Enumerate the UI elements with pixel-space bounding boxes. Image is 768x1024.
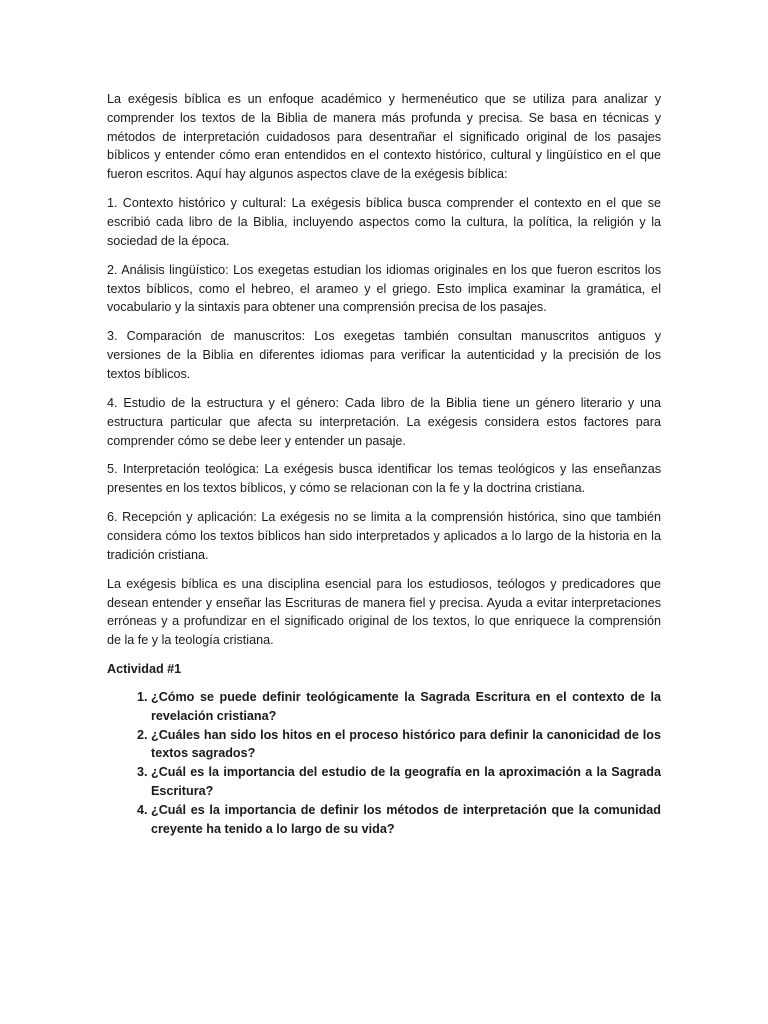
- aspect-paragraph-6: 6. Recepción y aplicación: La exégesis no se limita a la comprensión histórica, sino que también considera cómo los textos bíblicos han sido interpretados y aplicados a lo largo de la historia en la tradición cristiana.: [107, 510, 661, 562]
- aspect-paragraph-2: 2. Análisis lingüístico: Los exegetas estudian los idiomas originales en los que fueron escritos los textos bíblicos, como el hebreo, el arameo y el griego. Esto implica examinar la gramática, el vocabulario y la sintaxis para obtener una comprensión precisa de los pasajes.: [107, 262, 661, 315]
- activity-question-2: 2. ¿Cuáles han sido los hitos en el proceso histórico para definir la canonicidad de los textos sagrados?: [151, 726, 661, 764]
- activity-question-3: 3. ¿Cuál es la importancia del estudio de la geografía en la aproximación a la Sagrada Escritura?: [151, 763, 661, 801]
- aspect-paragraph-5: 5. Interpretación teológica: La exégesis busca identificar los temas teológicos y las enseñanzas presentes en los textos bíblicos, y cómo se relacionan con la fe y la doctrina cristiana.: [107, 462, 661, 496]
- activity-question-1: 1. ¿Cómo se puede definir teológicamente la Sagrada Escritura en el contexto de la revelación cristiana?: [151, 688, 661, 726]
- document-page: [107, 90, 661, 838]
- activity-heading: Actividad #1: [107, 662, 182, 677]
- activity-question-4: 4. ¿Cuál es la importancia de definir los métodos de interpretación que la comunidad creyente ha tenido a lo largo de su vida?: [151, 801, 661, 839]
- aspect-paragraph-4: 4. Estudio de la estructura y el género: Cada libro de la Biblia tiene un género literario y una estructura particular que afecta su interpretación. La exégesis considera estos factores para comprender cómo se debe leer y entender un pasaje.: [107, 395, 661, 448]
- aspect-paragraph-1: 1. Contexto histórico y cultural: La exégesis bíblica busca comprender el contexto en el que se escribió cada libro de la Biblia, incluyendo aspectos como la cultura, la política, la religión y la sociedad de la época.: [107, 196, 661, 248]
- aspect-paragraph-3: 3. Comparación de manuscritos: Los exegetas también consultan manuscritos antiguos y versiones de la Biblia en diferentes idiomas para verificar la autenticidad y la precisión de los textos bíblicos.: [107, 329, 661, 381]
- conclusion-paragraph: La exégesis bíblica es una disciplina esencial para los estudiosos, teólogos y predicadores que desean entender y enseñar las Escrituras de manera fiel y precisa. Ayuda a evitar interpretaciones erróneas y a profundizar en el significado original de los textos, lo que enriquece la comprensión de la fe y la teología cristiana.: [107, 576, 661, 648]
- activity-question-list: [107, 688, 661, 838]
- intro-paragraph: La exégesis bíblica es un enfoque académico y hermenéutico que se utiliza para analizar y comprender los textos de la Biblia de manera más profunda y precisa. Se basa en técnicas y métodos de interpretación cuidadosos para desentrañar el significado original de los pasajes bíblicos y entender cómo eran entendidos en el contexto histórico, cultural y lingüístico en el que fueron escritos. Aquí hay algunos aspectos clave de la exégesis bíblica:: [107, 92, 661, 182]
